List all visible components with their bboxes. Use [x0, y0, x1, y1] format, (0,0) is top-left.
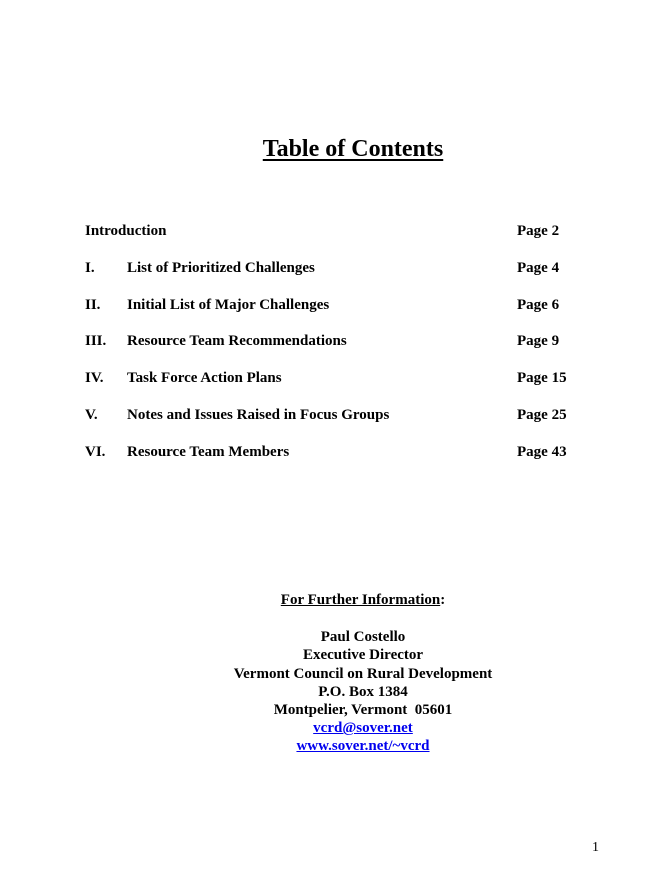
page-number: 1	[592, 840, 599, 855]
contact-email-line	[0, 719, 651, 737]
contact-role: Executive Director	[302, 647, 424, 664]
contact-heading-colon: :	[440, 592, 446, 608]
toc-item-page: Page 4	[517, 259, 560, 276]
contact-organization: Vermont Council on Rural Development	[233, 665, 493, 682]
toc-item-page: Page 2	[517, 223, 560, 239]
toc-item-number: VI.	[85, 443, 106, 460]
toc-item-number: III.	[85, 333, 107, 350]
toc-item-label: List of Prioritized Challenges	[127, 259, 315, 276]
contact-po-box: P.O. Box 1384	[318, 683, 408, 700]
toc-item-number: IV.	[85, 370, 104, 387]
toc-row-introduction	[85, 223, 585, 260]
toc-item-page: Page 43	[517, 443, 567, 460]
toc-item-page: Page 9	[517, 333, 560, 350]
contact-heading-line	[0, 591, 651, 609]
toc-row	[85, 333, 585, 370]
toc-item-number: II.	[85, 296, 101, 313]
toc-item-label: Initial List of Major Challenges	[127, 296, 330, 313]
toc-item-label: Introduction	[85, 223, 167, 239]
toc-row	[85, 444, 585, 481]
contact-block	[0, 591, 651, 756]
toc-item-page: Page 15	[517, 370, 567, 387]
contact-city-line: Montpelier, Vermont 05601	[273, 702, 453, 719]
email-link[interactable]: vcrd@sover.net	[313, 720, 413, 737]
contact-name: Paul Costello	[320, 629, 406, 646]
toc-row	[85, 370, 585, 407]
toc-item-label: Task Force Action Plans	[127, 370, 282, 387]
contact-website-line	[0, 737, 651, 755]
toc-row	[85, 297, 585, 334]
table-of-contents	[85, 223, 585, 481]
toc-item-label: Resource Team Members	[127, 443, 290, 460]
toc-item-number: V.	[85, 406, 98, 423]
toc-item-page: Page 6	[517, 296, 560, 313]
website-link[interactable]: www.sover.net/~vcrd	[296, 738, 430, 755]
contact-heading: For Further Information	[280, 592, 441, 608]
toc-row	[85, 260, 585, 297]
toc-item-page: Page 25	[517, 406, 567, 423]
toc-row	[85, 407, 585, 444]
toc-item-number: I.	[85, 259, 95, 276]
toc-item-label: Notes and Issues Raised in Focus Groups	[127, 406, 390, 423]
toc-item-label: Resource Team Recommendations	[127, 333, 347, 350]
page-title: Table of Contents	[262, 136, 444, 162]
